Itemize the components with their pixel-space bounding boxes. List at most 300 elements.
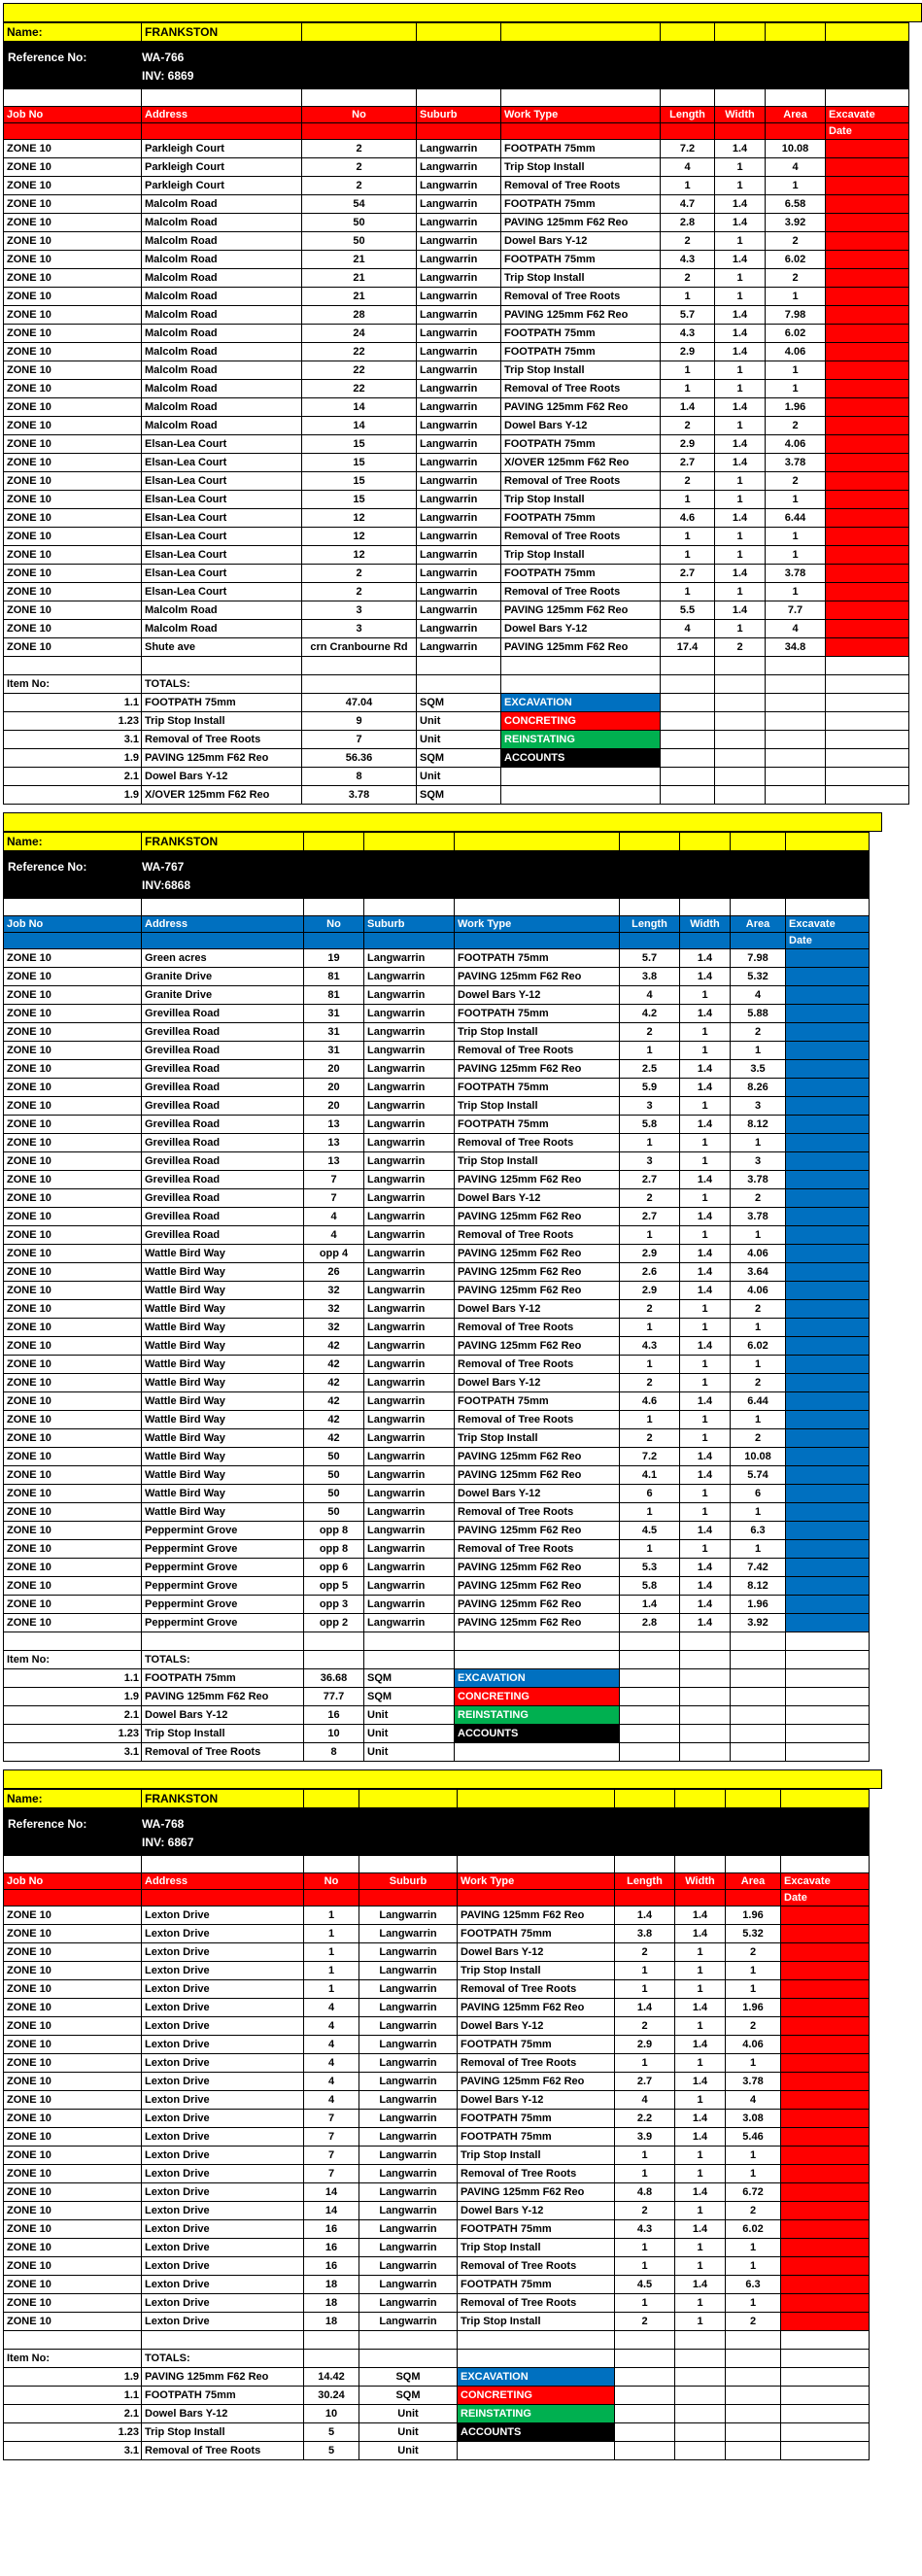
cell-suburb[interactable]: Langwarrin — [417, 509, 501, 528]
cell-area[interactable]: 34.8 — [766, 638, 826, 657]
cell-length[interactable]: 4.7 — [661, 195, 715, 214]
cell-width[interactable]: 1 — [680, 1300, 731, 1319]
empty-cell[interactable] — [4, 2331, 142, 2350]
cell-no[interactable]: 54 — [302, 195, 417, 214]
cell-area[interactable]: 2 — [766, 269, 826, 288]
cell-work-type[interactable]: Trip Stop Install — [455, 1152, 620, 1171]
empty-cell[interactable] — [364, 1632, 455, 1651]
cell-address[interactable]: Elsan-Lea Court — [142, 491, 302, 509]
cell-job-no[interactable]: ZONE 10 — [4, 1097, 142, 1116]
header-spacer-cell[interactable] — [620, 933, 680, 949]
cell-no[interactable]: 1 — [304, 1925, 359, 1943]
cell-length[interactable]: 2.7 — [615, 2073, 675, 2091]
empty-cell[interactable] — [731, 1706, 786, 1725]
empty-cell[interactable] — [826, 694, 909, 712]
empty-cell[interactable] — [715, 675, 766, 694]
cell-suburb[interactable]: Langwarrin — [364, 1060, 455, 1079]
cell-suburb[interactable]: Langwarrin — [417, 177, 501, 195]
cell-length[interactable]: 2.7 — [661, 565, 715, 583]
cell-no[interactable]: crn Cranbourne Rd — [302, 638, 417, 657]
column-header-date[interactable]: Date — [826, 123, 909, 140]
cell-suburb[interactable]: Langwarrin — [364, 1466, 455, 1485]
header-spacer-cell[interactable] — [4, 933, 142, 949]
cell-length[interactable]: 2.7 — [661, 454, 715, 472]
total-quantity[interactable]: 36.68 — [304, 1669, 364, 1688]
cell-length[interactable]: 1 — [661, 288, 715, 306]
cell-job-no[interactable]: ZONE 10 — [4, 269, 142, 288]
empty-cell[interactable] — [364, 833, 455, 851]
total-item-no[interactable]: 1.1 — [4, 2387, 142, 2405]
cell-address[interactable]: Grevillea Road — [142, 1189, 304, 1208]
empty-cell[interactable] — [455, 899, 620, 916]
cell-width[interactable]: 1 — [680, 1152, 731, 1171]
cell-no[interactable]: 7 — [304, 2165, 359, 2183]
cell-area[interactable]: 5.74 — [731, 1466, 786, 1485]
cell-excavate-date[interactable] — [781, 1962, 870, 1980]
cell-job-no[interactable]: ZONE 10 — [4, 454, 142, 472]
cell-width[interactable]: 1.4 — [680, 1466, 731, 1485]
cell-area[interactable]: 1 — [731, 1540, 786, 1559]
cell-no[interactable]: 26 — [304, 1263, 364, 1282]
cell-width[interactable]: 2 — [715, 638, 766, 657]
cell-excavate-date[interactable] — [786, 1116, 870, 1134]
cell-width[interactable]: 1 — [715, 472, 766, 491]
cell-length[interactable]: 1 — [615, 2257, 675, 2276]
cell-excavate-date[interactable] — [781, 1999, 870, 2017]
cell-work-type[interactable]: Trip Stop Install — [501, 269, 661, 288]
cell-no[interactable]: 7 — [304, 2128, 359, 2147]
total-item-no[interactable]: 1.1 — [4, 1669, 142, 1688]
cell-width[interactable]: 1.4 — [680, 1282, 731, 1300]
cell-area[interactable]: 4.06 — [731, 1282, 786, 1300]
cell-job-no[interactable]: ZONE 10 — [4, 1411, 142, 1429]
total-item-no[interactable]: 1.9 — [4, 786, 142, 805]
empty-cell[interactable] — [680, 1651, 731, 1669]
cell-work-type[interactable]: Dowel Bars Y-12 — [458, 2017, 615, 2036]
cell-area[interactable]: 1 — [766, 528, 826, 546]
cell-job-no[interactable]: ZONE 10 — [4, 2313, 142, 2331]
cell-job-no[interactable]: ZONE 10 — [4, 1245, 142, 1263]
cell-width[interactable]: 1.4 — [715, 454, 766, 472]
empty-cell[interactable] — [731, 1743, 786, 1762]
cell-width[interactable]: 1.4 — [680, 1171, 731, 1189]
cell-excavate-date[interactable] — [786, 1282, 870, 1300]
cell-width[interactable]: 1.4 — [680, 1337, 731, 1356]
cell-area[interactable]: 6.02 — [731, 1337, 786, 1356]
cell-area[interactable]: 1.96 — [726, 1999, 781, 2017]
cell-job-no[interactable]: ZONE 10 — [4, 1614, 142, 1632]
cell-job-no[interactable]: ZONE 10 — [4, 1943, 142, 1962]
empty-cell[interactable] — [675, 2423, 726, 2442]
empty-cell[interactable] — [675, 1790, 726, 1808]
cell-suburb[interactable]: Langwarrin — [364, 1097, 455, 1116]
empty-cell[interactable] — [715, 694, 766, 712]
cell-work-type[interactable]: PAVING 125mm F62 Reo — [455, 968, 620, 986]
cell-width[interactable]: 1 — [680, 1023, 731, 1042]
cell-address[interactable]: Peppermint Grove — [142, 1522, 304, 1540]
cell-address[interactable]: Lexton Drive — [142, 2294, 304, 2313]
cell-excavate-date[interactable] — [786, 1503, 870, 1522]
cell-excavate-date[interactable] — [781, 2147, 870, 2165]
cell-address[interactable]: Wattle Bird Way — [142, 1374, 304, 1392]
cell-excavate-date[interactable] — [826, 546, 909, 565]
cell-width[interactable]: 1 — [680, 1429, 731, 1448]
cell-area[interactable]: 10.08 — [766, 140, 826, 158]
cell-excavate-date[interactable] — [781, 1943, 870, 1962]
cell-job-no[interactable]: ZONE 10 — [4, 195, 142, 214]
total-quantity[interactable]: 3.78 — [302, 786, 417, 805]
totals-label[interactable]: TOTALS: — [142, 1651, 304, 1669]
cell-excavate-date[interactable] — [781, 2202, 870, 2220]
empty-cell[interactable] — [781, 2423, 870, 2442]
total-unit[interactable]: SQM — [359, 2387, 458, 2405]
cell-no[interactable]: 15 — [302, 435, 417, 454]
empty-cell[interactable] — [715, 749, 766, 768]
cell-suburb[interactable]: Langwarrin — [364, 1023, 455, 1042]
empty-cell[interactable] — [826, 768, 909, 786]
cell-work-type[interactable]: Trip Stop Install — [458, 1962, 615, 1980]
cell-length[interactable]: 2 — [661, 472, 715, 491]
empty-cell[interactable] — [826, 89, 909, 107]
cell-area[interactable]: 1 — [731, 1503, 786, 1522]
cell-area[interactable]: 1 — [766, 380, 826, 398]
cell-job-no[interactable]: ZONE 10 — [4, 158, 142, 177]
cell-suburb[interactable]: Langwarrin — [364, 1152, 455, 1171]
cell-excavate-date[interactable] — [826, 491, 909, 509]
cell-job-no[interactable]: ZONE 10 — [4, 1208, 142, 1226]
total-work-type[interactable]: Trip Stop Install — [142, 712, 302, 731]
cell-area[interactable]: 3.78 — [766, 565, 826, 583]
header-spacer-cell[interactable] — [726, 1890, 781, 1906]
cell-width[interactable]: 1 — [680, 1411, 731, 1429]
cell-work-type[interactable]: Trip Stop Install — [501, 491, 661, 509]
cell-suburb[interactable]: Langwarrin — [417, 454, 501, 472]
header-spacer-cell[interactable] — [304, 933, 364, 949]
cell-width[interactable]: 1 — [675, 2313, 726, 2331]
cell-address[interactable]: Lexton Drive — [142, 2165, 304, 2183]
cell-excavate-date[interactable] — [786, 1208, 870, 1226]
cell-no[interactable]: 21 — [302, 269, 417, 288]
cell-width[interactable]: 1.4 — [680, 1522, 731, 1540]
cell-no[interactable]: 13 — [304, 1116, 364, 1134]
empty-cell[interactable] — [786, 1669, 870, 1688]
cell-excavate-date[interactable] — [786, 1152, 870, 1171]
cell-length[interactable]: 4.3 — [620, 1337, 680, 1356]
cell-length[interactable]: 1.4 — [661, 398, 715, 417]
cell-address[interactable]: Malcolm Road — [142, 343, 302, 361]
legend-accounts[interactable]: ACCOUNTS — [458, 2423, 615, 2442]
cell-area[interactable]: 1 — [726, 2294, 781, 2313]
cell-width[interactable]: 1 — [675, 2257, 726, 2276]
empty-cell[interactable] — [661, 768, 715, 786]
cell-no[interactable]: 42 — [304, 1429, 364, 1448]
empty-cell[interactable] — [620, 899, 680, 916]
cell-work-type[interactable]: Removal of Tree Roots — [501, 472, 661, 491]
column-header-area[interactable]: Area — [731, 916, 786, 933]
cell-length[interactable]: 1 — [620, 1042, 680, 1060]
cell-work-type[interactable]: Trip Stop Install — [501, 546, 661, 565]
cell-job-no[interactable]: ZONE 10 — [4, 1503, 142, 1522]
cell-width[interactable]: 1 — [680, 1503, 731, 1522]
cell-excavate-date[interactable] — [786, 1596, 870, 1614]
cell-work-type[interactable]: Removal of Tree Roots — [455, 1226, 620, 1245]
cell-work-type[interactable]: Dowel Bars Y-12 — [501, 232, 661, 251]
cell-area[interactable]: 5.32 — [726, 1925, 781, 1943]
cell-no[interactable]: 18 — [304, 2294, 359, 2313]
total-work-type[interactable]: Removal of Tree Roots — [142, 1743, 304, 1762]
cell-no[interactable]: 22 — [302, 380, 417, 398]
cell-length[interactable]: 2.9 — [661, 435, 715, 454]
cell-no[interactable]: 16 — [304, 2220, 359, 2239]
empty-cell[interactable] — [4, 657, 142, 675]
cell-address[interactable]: Malcolm Road — [142, 620, 302, 638]
cell-job-no[interactable]: ZONE 10 — [4, 1134, 142, 1152]
cell-no[interactable]: 13 — [304, 1152, 364, 1171]
column-header-excavate[interactable]: Excavate — [781, 1873, 870, 1890]
cell-area[interactable]: 6.02 — [766, 325, 826, 343]
cell-suburb[interactable]: Langwarrin — [364, 1263, 455, 1282]
cell-area[interactable]: 1 — [726, 1962, 781, 1980]
empty-cell[interactable] — [304, 833, 364, 851]
cell-job-no[interactable]: ZONE 10 — [4, 2091, 142, 2110]
cell-job-no[interactable]: ZONE 10 — [4, 1023, 142, 1042]
cell-no[interactable]: 28 — [302, 306, 417, 325]
cell-length[interactable]: 4.3 — [661, 325, 715, 343]
cell-length[interactable]: 1 — [661, 546, 715, 565]
cell-area[interactable]: 3 — [731, 1097, 786, 1116]
empty-cell[interactable] — [615, 1790, 675, 1808]
cell-width[interactable]: 1 — [675, 2017, 726, 2036]
cell-no[interactable]: 12 — [302, 528, 417, 546]
cell-work-type[interactable]: Removal of Tree Roots — [458, 1980, 615, 1999]
empty-cell[interactable] — [304, 1651, 364, 1669]
cell-area[interactable]: 1 — [731, 1042, 786, 1060]
cell-width[interactable]: 1.4 — [715, 325, 766, 343]
column-header-address[interactable]: Address — [142, 107, 302, 123]
cell-width[interactable]: 1.4 — [715, 601, 766, 620]
cell-excavate-date[interactable] — [826, 195, 909, 214]
cell-excavate-date[interactable] — [781, 2183, 870, 2202]
total-quantity[interactable]: 14.42 — [304, 2368, 359, 2387]
cell-width[interactable]: 1 — [680, 1319, 731, 1337]
empty-cell[interactable] — [304, 1790, 359, 1808]
empty-cell[interactable] — [620, 1743, 680, 1762]
cell-work-type[interactable]: PAVING 125mm F62 Reo — [455, 1208, 620, 1226]
cell-excavate-date[interactable] — [781, 1925, 870, 1943]
cell-no[interactable]: 50 — [304, 1448, 364, 1466]
cell-suburb[interactable]: Langwarrin — [359, 2017, 458, 2036]
cell-suburb[interactable]: Langwarrin — [417, 380, 501, 398]
cell-excavate-date[interactable] — [786, 1337, 870, 1356]
cell-area[interactable]: 1 — [726, 2147, 781, 2165]
empty-cell[interactable] — [766, 768, 826, 786]
cell-width[interactable]: 1.4 — [680, 968, 731, 986]
cell-excavate-date[interactable] — [781, 1980, 870, 1999]
cell-area[interactable]: 6.3 — [726, 2276, 781, 2294]
cell-length[interactable]: 2 — [620, 1189, 680, 1208]
total-unit[interactable]: Unit — [359, 2405, 458, 2423]
cell-length[interactable]: 2 — [620, 1023, 680, 1042]
cell-length[interactable]: 1 — [615, 2294, 675, 2313]
cell-area[interactable]: 1.96 — [731, 1596, 786, 1614]
empty-cell[interactable] — [142, 899, 304, 916]
cell-excavate-date[interactable] — [786, 1134, 870, 1152]
cell-width[interactable]: 1 — [715, 361, 766, 380]
cell-job-no[interactable]: ZONE 10 — [4, 472, 142, 491]
empty-cell[interactable] — [726, 2423, 781, 2442]
empty-cell[interactable] — [620, 1688, 680, 1706]
cell-no[interactable]: 32 — [304, 1282, 364, 1300]
empty-cell[interactable] — [726, 2405, 781, 2423]
cell-no[interactable]: 4 — [304, 2091, 359, 2110]
legend-empty-cell[interactable] — [501, 786, 661, 805]
empty-cell[interactable] — [142, 2331, 304, 2350]
cell-length[interactable]: 3 — [620, 1097, 680, 1116]
header-spacer-cell[interactable] — [661, 123, 715, 140]
cell-width[interactable]: 1.4 — [680, 949, 731, 968]
cell-suburb[interactable]: Langwarrin — [359, 2294, 458, 2313]
cell-address[interactable]: Lexton Drive — [142, 1925, 304, 1943]
cell-length[interactable]: 1 — [620, 1226, 680, 1245]
cell-job-no[interactable]: ZONE 10 — [4, 232, 142, 251]
empty-cell[interactable] — [364, 1651, 455, 1669]
cell-job-no[interactable]: ZONE 10 — [4, 949, 142, 968]
cell-no[interactable]: 42 — [304, 1356, 364, 1374]
cell-work-type[interactable]: PAVING 125mm F62 Reo — [501, 398, 661, 417]
cell-no[interactable]: 31 — [304, 1042, 364, 1060]
cell-area[interactable]: 1 — [766, 177, 826, 195]
cell-job-no[interactable]: ZONE 10 — [4, 1374, 142, 1392]
empty-cell[interactable] — [302, 23, 417, 42]
cell-area[interactable]: 6.02 — [766, 251, 826, 269]
cell-width[interactable]: 1.4 — [675, 2128, 726, 2147]
empty-cell[interactable] — [781, 2387, 870, 2405]
cell-length[interactable]: 2 — [620, 1374, 680, 1392]
cell-suburb[interactable]: Langwarrin — [417, 398, 501, 417]
cell-suburb[interactable]: Langwarrin — [417, 546, 501, 565]
empty-cell[interactable] — [615, 2331, 675, 2350]
empty-cell[interactable] — [661, 89, 715, 107]
cell-area[interactable]: 3.5 — [731, 1060, 786, 1079]
cell-job-no[interactable]: ZONE 10 — [4, 1466, 142, 1485]
cell-suburb[interactable]: Langwarrin — [364, 1171, 455, 1189]
total-unit[interactable]: Unit — [359, 2442, 458, 2460]
empty-cell[interactable] — [731, 1632, 786, 1651]
cell-suburb[interactable]: Langwarrin — [417, 269, 501, 288]
total-item-no[interactable]: 2.1 — [4, 2405, 142, 2423]
cell-length[interactable]: 4.2 — [620, 1005, 680, 1023]
empty-cell[interactable] — [455, 1651, 620, 1669]
cell-area[interactable]: 1 — [726, 2257, 781, 2276]
cell-no[interactable]: 4 — [304, 2054, 359, 2073]
cell-excavate-date[interactable] — [781, 2313, 870, 2331]
empty-cell[interactable] — [786, 1725, 870, 1743]
cell-job-no[interactable]: ZONE 10 — [4, 2257, 142, 2276]
cell-suburb[interactable]: Langwarrin — [364, 1577, 455, 1596]
total-quantity[interactable]: 8 — [302, 768, 417, 786]
cell-excavate-date[interactable] — [786, 986, 870, 1005]
cell-length[interactable]: 1 — [620, 1411, 680, 1429]
cell-no[interactable]: 16 — [304, 2239, 359, 2257]
cell-suburb[interactable]: Langwarrin — [364, 1042, 455, 1060]
cell-suburb[interactable]: Langwarrin — [359, 1999, 458, 2017]
column-header-length[interactable]: Length — [661, 107, 715, 123]
cell-excavate-date[interactable] — [781, 2073, 870, 2091]
column-header-width[interactable]: Width — [680, 916, 731, 933]
cell-width[interactable]: 1.4 — [675, 2073, 726, 2091]
cell-excavate-date[interactable] — [826, 583, 909, 601]
cell-address[interactable]: Green acres — [142, 949, 304, 968]
cell-address[interactable]: Granite Drive — [142, 986, 304, 1005]
empty-cell[interactable] — [731, 1688, 786, 1706]
cell-address[interactable]: Lexton Drive — [142, 1980, 304, 1999]
cell-width[interactable]: 1.4 — [675, 1906, 726, 1925]
cell-width[interactable]: 1 — [680, 1134, 731, 1152]
cell-area[interactable]: 4 — [731, 986, 786, 1005]
empty-cell[interactable] — [417, 675, 501, 694]
empty-cell[interactable] — [715, 731, 766, 749]
cell-suburb[interactable]: Langwarrin — [417, 195, 501, 214]
cell-no[interactable]: 2 — [302, 177, 417, 195]
cell-suburb[interactable]: Langwarrin — [359, 2128, 458, 2147]
cell-work-type[interactable]: FOOTPATH 75mm — [501, 195, 661, 214]
cell-length[interactable]: 2 — [620, 1300, 680, 1319]
empty-cell[interactable] — [680, 1743, 731, 1762]
cell-work-type[interactable]: PAVING 125mm F62 Reo — [458, 2073, 615, 2091]
cell-no[interactable]: 21 — [302, 251, 417, 269]
header-spacer-cell[interactable] — [731, 933, 786, 949]
cell-no[interactable]: 7 — [304, 1189, 364, 1208]
cell-address[interactable]: Malcolm Road — [142, 195, 302, 214]
column-header-area[interactable]: Area — [766, 107, 826, 123]
empty-cell[interactable] — [4, 89, 142, 107]
empty-cell[interactable] — [826, 657, 909, 675]
cell-excavate-date[interactable] — [781, 2036, 870, 2054]
total-work-type[interactable]: FOOTPATH 75mm — [142, 2387, 304, 2405]
cell-width[interactable]: 1 — [680, 986, 731, 1005]
cell-no[interactable]: 14 — [304, 2202, 359, 2220]
cell-suburb[interactable]: Langwarrin — [364, 1429, 455, 1448]
column-header-work-type[interactable]: Work Type — [458, 1873, 615, 1890]
total-work-type[interactable]: FOOTPATH 75mm — [142, 694, 302, 712]
total-work-type[interactable]: Dowel Bars Y-12 — [142, 1706, 304, 1725]
cell-suburb[interactable]: Langwarrin — [417, 620, 501, 638]
cell-work-type[interactable]: Dowel Bars Y-12 — [501, 417, 661, 435]
cell-excavate-date[interactable] — [781, 2220, 870, 2239]
column-header-no[interactable]: No — [302, 107, 417, 123]
cell-work-type[interactable]: FOOTPATH 75mm — [501, 343, 661, 361]
cell-no[interactable]: 13 — [304, 1134, 364, 1152]
cell-job-no[interactable]: ZONE 10 — [4, 1485, 142, 1503]
cell-length[interactable]: 5.8 — [620, 1577, 680, 1596]
cell-job-no[interactable]: ZONE 10 — [4, 1980, 142, 1999]
empty-cell[interactable] — [781, 2368, 870, 2387]
cell-area[interactable]: 1 — [726, 2165, 781, 2183]
cell-length[interactable]: 1.4 — [615, 1999, 675, 2017]
total-unit[interactable]: SQM — [417, 749, 501, 768]
empty-cell[interactable] — [4, 1856, 142, 1873]
cell-job-no[interactable]: ZONE 10 — [4, 417, 142, 435]
cell-width[interactable]: 1.4 — [675, 2110, 726, 2128]
cell-no[interactable]: 4 — [304, 1208, 364, 1226]
cell-area[interactable]: 2 — [766, 232, 826, 251]
cell-job-no[interactable]: ZONE 10 — [4, 509, 142, 528]
total-work-type[interactable]: Dowel Bars Y-12 — [142, 768, 302, 786]
cell-address[interactable]: Elsan-Lea Court — [142, 546, 302, 565]
cell-suburb[interactable]: Langwarrin — [359, 2091, 458, 2110]
cell-work-type[interactable]: FOOTPATH 75mm — [501, 251, 661, 269]
empty-cell[interactable] — [826, 786, 909, 805]
